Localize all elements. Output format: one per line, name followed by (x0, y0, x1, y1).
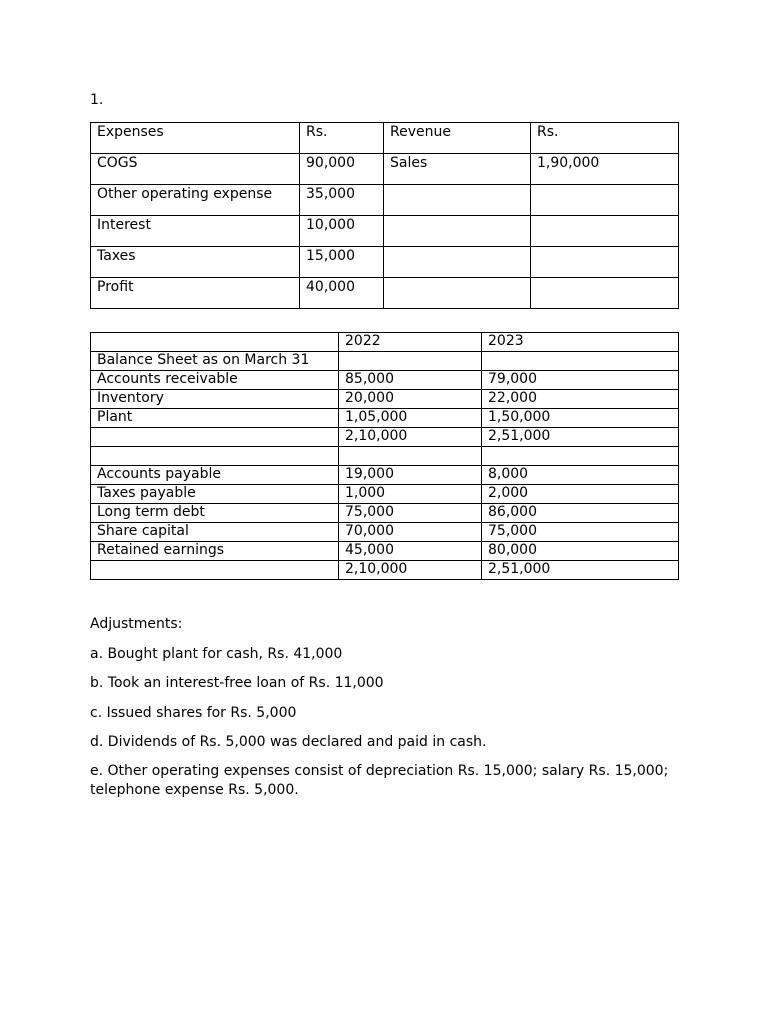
table-row (91, 154, 679, 185)
table-row (91, 352, 679, 371)
table-cell (384, 247, 531, 278)
table-cell: 75,000 (482, 523, 679, 542)
table-cell: Long term debt (91, 504, 339, 523)
table-cell: 1,90,000 (531, 154, 679, 185)
table-row (91, 278, 679, 309)
table-cell (482, 352, 679, 371)
table-cell (384, 185, 531, 216)
adjustment-item: d. Dividends of Rs. 5,000 was declared and paid in cash. (90, 734, 487, 750)
table-cell: 40,000 (300, 278, 384, 309)
table-cell: 70,000 (339, 523, 482, 542)
adjustment-item: e. Other operating expenses consist of depreciation Rs. 15,000; salary Rs. 15,000; telephone expense Rs. 5,000. (90, 763, 669, 798)
table-cell (91, 447, 339, 466)
table-cell: 2,51,000 (482, 561, 679, 580)
table-cell: 1,05,000 (339, 409, 482, 428)
table-row (91, 185, 679, 216)
table-cell (91, 428, 339, 447)
table-cell: 15,000 (300, 247, 384, 278)
table-cell: Retained earnings (91, 542, 339, 561)
table-row (91, 561, 679, 580)
header-cell: Rs. (531, 123, 679, 154)
table-cell: 79,000 (482, 371, 679, 390)
table-cell (531, 185, 679, 216)
table-cell: Profit (91, 278, 300, 309)
table-row (91, 216, 679, 247)
table-cell: COGS (91, 154, 300, 185)
header-cell (91, 333, 339, 352)
table-cell (384, 278, 531, 309)
table-cell: Inventory (91, 390, 339, 409)
header-cell: 2022 (339, 333, 482, 352)
header-cell: Revenue (384, 123, 531, 154)
table-row (91, 504, 679, 523)
table-cell: Accounts payable (91, 466, 339, 485)
table-cell: 75,000 (339, 504, 482, 523)
table-cell (531, 278, 679, 309)
table-cell: 8,000 (482, 466, 679, 485)
table-cell: 2,10,000 (339, 428, 482, 447)
table-cell: Plant (91, 409, 339, 428)
table-cell: 85,000 (339, 371, 482, 390)
adjustment-item: a. Bought plant for cash, Rs. 41,000 (90, 646, 343, 662)
table-cell: Other operating expense (91, 185, 300, 216)
table-row (91, 409, 679, 428)
table-header-row (91, 333, 679, 352)
table-row (91, 466, 679, 485)
table-cell (339, 352, 482, 371)
table-cell: 2,51,000 (482, 428, 679, 447)
table-cell (531, 216, 679, 247)
table-row (91, 447, 679, 466)
table-row (91, 428, 679, 447)
table-cell: 90,000 (300, 154, 384, 185)
table-cell: 45,000 (339, 542, 482, 561)
table-row (91, 523, 679, 542)
balance-sheet-table (90, 332, 679, 580)
income-statement-table (90, 122, 679, 309)
table-cell: Interest (91, 216, 300, 247)
table-cell: 1,000 (339, 485, 482, 504)
table-cell: 2,000 (482, 485, 679, 504)
table-row (91, 371, 679, 390)
table-cell: 86,000 (482, 504, 679, 523)
table-cell: Taxes (91, 247, 300, 278)
table-row (91, 247, 679, 278)
table-cell: 20,000 (339, 390, 482, 409)
table-cell: Share capital (91, 523, 339, 542)
table-row (91, 485, 679, 504)
table-cell: 10,000 (300, 216, 384, 247)
table-cell: 35,000 (300, 185, 384, 216)
table-row (91, 542, 679, 561)
adjustment-item: b. Took an interest-free loan of Rs. 11,000 (90, 675, 384, 691)
table-header-row (91, 123, 679, 154)
question-number: 1. (90, 92, 104, 108)
table-cell (339, 447, 482, 466)
header-cell: Rs. (300, 123, 384, 154)
adjustment-item: c. Issued shares for Rs. 5,000 (90, 705, 297, 721)
table-cell (91, 561, 339, 580)
header-cell: Expenses (91, 123, 300, 154)
table-cell: Accounts receivable (91, 371, 339, 390)
header-cell: 2023 (482, 333, 679, 352)
table-cell (384, 216, 531, 247)
table-cell (482, 447, 679, 466)
table-row (91, 390, 679, 409)
adjustments-heading: Adjustments: (90, 616, 183, 632)
table-cell: 2,10,000 (339, 561, 482, 580)
table-cell: Taxes payable (91, 485, 339, 504)
table-cell: 80,000 (482, 542, 679, 561)
table-cell (531, 247, 679, 278)
table-cell: Sales (384, 154, 531, 185)
table-cell: Balance Sheet as on March 31 (91, 352, 339, 371)
table-cell: 1,50,000 (482, 409, 679, 428)
table-cell: 22,000 (482, 390, 679, 409)
table-cell: 19,000 (339, 466, 482, 485)
